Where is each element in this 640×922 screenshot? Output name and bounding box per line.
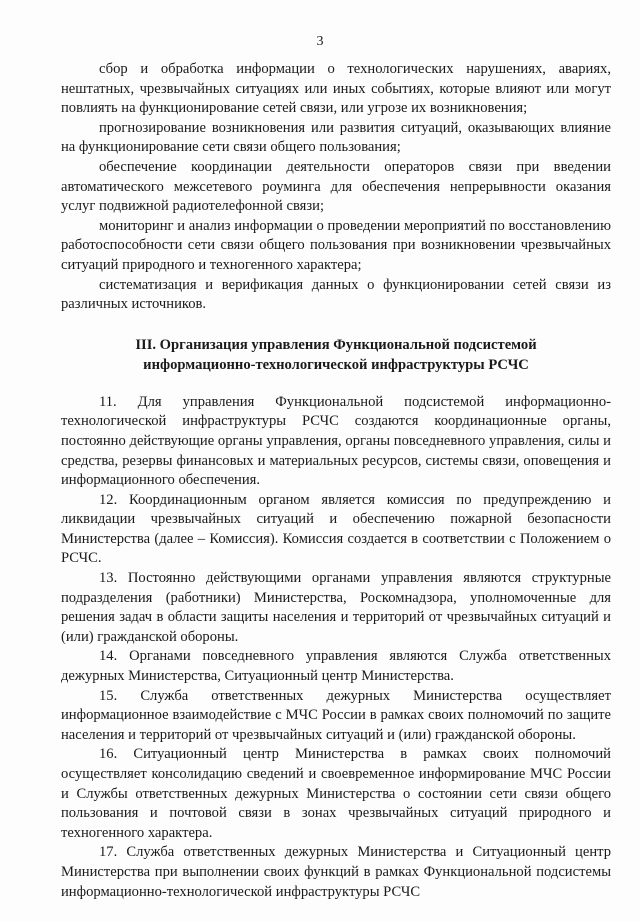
section-heading-line-2: информационно-технологической инфраструктуры РСЧС	[143, 356, 529, 373]
section-heading-line-1: III. Организация управления Функциональной подсистемой	[135, 336, 537, 353]
paragraph-12: 12. Координационным органом является комиссия по предупреждению и ликвидации чрезвычайных ситуаций и обеспечению пожарной безопасности Министерства (далее – Комиссия). Комиссия создается в соответствии с Положением о РСЧС.	[61, 491, 611, 567]
paragraph-14: 14. Органами повседневного управления являются Служба ответственных дежурных Министерства, Ситуационный центр Министерства.	[61, 648, 611, 685]
section-heading	[61, 335, 611, 375]
paragraph-13: 13. Постоянно действующими органами управления являются структурные подразделения (работники) Министерства, Роскомнадзора, уполномоченные для решения задач в области защиты населения и территорий от чрезвычайных ситуаций и (или) гражданской обороны.	[61, 570, 611, 645]
paragraph-15: 15. Служба ответственных дежурных Министерства осуществляет информационное взаимодействие с МЧС России в рамках своих полномочий по защите населения и территорий от чрезвычайных ситуаций и (или) гражданской обороны.	[61, 687, 611, 743]
list-item: сбор и обработка информации о технологических нарушениях, авариях, нештатных, чрезвычайных ситуациях или иных событиях, которые влияют или могут повлиять на функционирование сетей связи, или угрозе их возникновения;	[61, 61, 611, 117]
list-item: систематизация и верификация данных о функционировании сетей связи из различных источников.	[61, 276, 611, 313]
paragraph-16: 16. Ситуационный центр Министерства в рамках своих полномочий осуществляет консолидацию сведений и своевременное информирование МЧС России и Службы ответственных дежурных Министерства о состоянии сети связи общего пользования и почтовой связи в зонах чрезвычайных ситуаций природного и техногенного характера.	[61, 746, 611, 841]
paragraph-17: 17. Служба ответственных дежурных Министерства и Ситуационный центр Министерства при выполнении своих функций в рамках Функциональной подсистемы информационно-технологической инфраструктуры РСЧС	[61, 844, 611, 900]
list-item: мониторинг и анализ информации о проведении мероприятий по восстановлению работоспособности сети связи общего пользования при возникновении чрезвычайных ситуаций природного и техногенного характера;	[61, 217, 611, 273]
document-body	[61, 60, 611, 902]
list-item: обеспечение координации деятельности операторов связи при введении автоматического межсетевого роуминга для обеспечения непрерывности оказания услуг подвижной радиотелефонной связи;	[61, 158, 611, 215]
paragraph-11: 11. Для управления Функциональной подсистемой информационно-технологической инфраструктуры РСЧС создаются координационные органы, постоянно действующие органы управления, органы повседневного управления, силы и средства, резервы финансовых и материальных ресурсов, системы связи, оповещения и информационного обеспечения.	[61, 393, 611, 489]
page-number: 3	[316, 34, 324, 49]
list-item: прогнозирование возникновения или развития ситуаций, оказывающих влияние на функционирование сети связи общего пользования;	[61, 119, 611, 156]
